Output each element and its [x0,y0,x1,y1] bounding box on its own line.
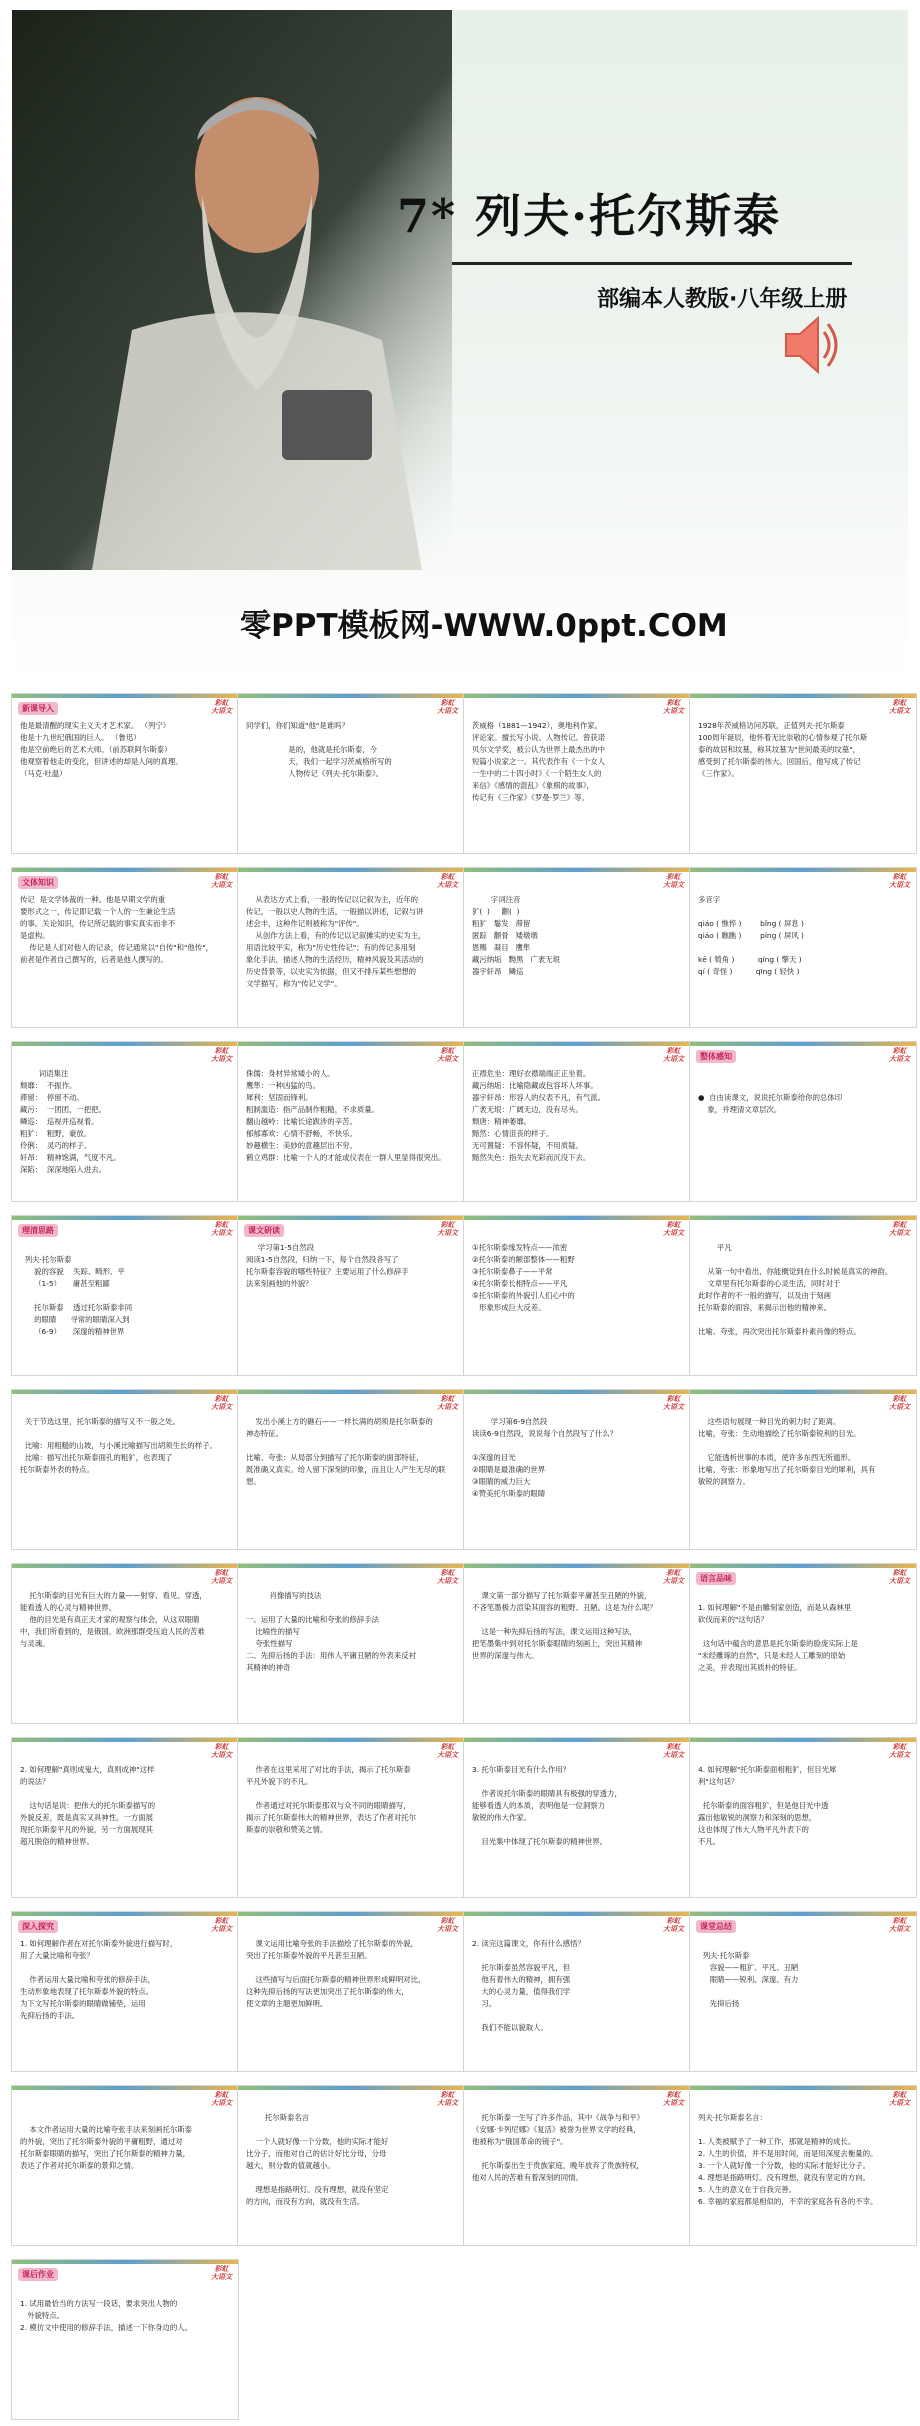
brand-logo [437,1395,458,1411]
speaker-icon[interactable] [782,310,840,380]
slide-body-text: 3. 托尔斯泰目光有什么作用？ 作者说托尔斯泰的眼睛具有极强的穿透力， 能够看透人的本质，表明他是一位洞察力 敏锐的伟大作家。 目光集中体现了托尔斯泰的精神世界。 [472,1765,622,1846]
brand-logo [663,1743,684,1759]
slide-body-text: 列夫·托尔斯泰 貌的容貌 失踪、畸形、平 （1-5） 庸甚至粗鄙 托尔斯泰 透过托尔斯泰非同 的眼睛 寻常的眼睛深入到 （6-9） 深邃的精神世界 [24,1255,133,1336]
slide-thumbnail[interactable] [12,1564,238,1723]
slide-body-text: 学习第1-5自然段 阅读1-5自然段，归纳一下，每个自然段各写了 托尔斯泰容貌的哪些特征？主要运用了什么修辞手 法来刻画他的外貌？ [246,1243,409,1288]
brand-logo-line1: 彩虹 [214,699,229,707]
brand-logo-line2: 大语文 [889,1055,910,1063]
slide-body-text: 1. 试用最恰当的方法写一段话，要求突出人物的 外貌特点。 2. 模仿文中使用的修辞手法，描述一下你身边的人。 [20,2299,192,2332]
brand-logo [211,1743,232,1759]
slide-thumbnail[interactable] [464,1042,690,1201]
brand-logo-line2: 大语文 [889,881,910,889]
slide-body-text: 多音字 qiáo ( 憔悴 ) bǐng ( 屏息 ) qiáo ( 瞧瞧 ) píng ( 屏风 ) kē ( 犄角 ) qíng ( 擎天 ) qí ( 奇怪 ) qīng ( 轻快 ) [698,895,804,976]
brand-logo-line1: 彩虹 [892,1047,907,1055]
brand-logo [889,699,910,715]
brand-logo-line2: 大语文 [889,2099,910,2107]
brand-logo [211,2265,232,2281]
tolstoy-portrait [12,10,452,570]
slide-thumbnail[interactable] [12,868,238,1027]
brand-logo [437,1917,458,1933]
brand-logo [663,1917,684,1933]
brand-logo-line2: 大语文 [889,1403,910,1411]
brand-logo-line1: 彩虹 [214,1221,229,1229]
brand-logo-line1: 彩虹 [666,873,681,881]
slide-body-text: 这些语句展现一种目光的刺力时了距离。 比喻，夸张：生动地描绘了托尔斯泰锐利的目光。 它能透析世事的本质，使许多东西无所遁形。 比喻，夸张：形象地写出了托尔斯泰目光的犀利，具有 敏锐的洞察力。 [698,1417,876,1486]
brand-logo-line2: 大语文 [663,1925,684,1933]
brand-logo-line2: 大语文 [437,881,458,889]
slide-thumbnail[interactable] [12,1912,238,2071]
brand-logo [437,699,458,715]
brand-logo-line2: 大语文 [663,1229,684,1237]
slide-body-text: 托尔斯泰的目光有巨大的力量——射穿、看见、穿透， 能看透人的心灵与精神世界。 他的目光是有真正天才家的观察与体会，从这双眼睛 中，我们所看到的，是俄国、欧洲那群受压迫人民的苦难 与灵魂。 [20,1591,207,1648]
title-divider [452,262,852,265]
slide-body-text: 肖像描写的技法 一、运用了大量的比喻和夸张的修辞手法 比喻性的描写 夸张性描写 二、先抑后扬的手法：用伟人平庸丑陋的外表来反衬 其精神的神奇 [246,1591,416,1672]
brand-logo-line1: 彩虹 [440,1917,455,1925]
brand-logo-line2: 大语文 [663,707,684,715]
slide-thumbnail[interactable] [238,1042,464,1201]
slide-body-text: 传记 是文学体裁的一种。他是早期文学的重 要形式之一，传记即记载一个人的一生兼论生活 的事。关论知识，传记所记载的事实真实而非不 是虚构。 传记是人们对他人的记录，传记通常以"自传"和"他传"， 前者是作者自己撰写的，后者是他人撰写的。 [20,895,213,964]
slide-thumbnail[interactable] [238,694,464,853]
slide-body-text: 侏儒：身材异常矮小的人。 鹰隼：一种凶猛的鸟。 犀利：坚固而锋利。 粗制滥造：指产品制作粗糙，不求质量。 翻山越岭：比喻长途跋涉的辛苦。 郁郁寡欢：心情不舒畅，不快乐。 妙趣横生：美妙的意趣层出不穷。 鹤立鸡群：比喻一个人的才能或仪表在一群人里显得很突出。 [246,1069,446,1162]
brand-logo-line1: 彩虹 [214,1917,229,1925]
brand-logo [437,1047,458,1063]
slide-body-text: 本文作者运用大量的比喻夸张手法来刻画托尔斯泰 的外貌，突出了托尔斯泰外貌的平庸粗野，通过对 托尔斯泰眼睛的描写，突出了托尔斯泰的精神力量， 表达了作者对托尔斯泰的景仰之情。 [20,2125,193,2170]
brand-logo-line1: 彩虹 [214,873,229,881]
brand-logo-line2: 大语文 [211,1403,232,1411]
brand-logo-line2: 大语文 [211,2099,232,2107]
slide-body-text: 学习第6-9自然段 读读6-9自然段，说说每个自然段写了什么？ ①深邃的目光 ②眼睛是最准确的世界 ③眼睛的威力巨大 ④赞美托尔斯泰的眼睛 [472,1417,618,1498]
brand-logo-line2: 大语文 [211,1229,232,1237]
lesson-title: 7* 列夫·托尔斯泰 [397,189,782,243]
brand-logo-line1: 彩虹 [214,1047,229,1055]
brand-logo-line1: 彩虹 [892,873,907,881]
brand-logo-line2: 大语文 [437,1229,458,1237]
brand-logo [211,1395,232,1411]
brand-logo [437,1569,458,1585]
slide-thumbnail[interactable] [238,1738,464,1897]
brand-logo-line1: 彩虹 [892,2091,907,2099]
brand-logo-line1: 彩虹 [892,1395,907,1403]
slide-section-label: 课文研读 [244,1224,284,1237]
slide-body-text: 托尔斯泰一生写了许多作品，其中《战争与和平》 《安娜·卡列尼娜》《复活》被誉为世界文学的经典， 他被称为"俄国革命的镜子"。 托尔斯泰出生于贵族家庭，晚年放弃了贵族特权， 他对人民的苦难有着深刻的同情。 [472,2113,645,2182]
slide-section-label: 新课导入 [18,702,58,715]
brand-logo-line2: 大语文 [211,1925,232,1933]
brand-logo-line1: 彩虹 [440,699,455,707]
brand-logo [437,2091,458,2107]
slide-body-text: 词语集注 颓靡： 不振作。 滞留： 停留不动。 藏污： 一团团，一把把。 鳞巡： 巡视并巡视着。 粗犷： 粗野，豪放。 伶俐： 灵巧的样子。 轩昂： 精神饱满，气度不凡。 深陷： 深深地陷入进去。 [20,1069,121,1174]
brand-logo-line2: 大语文 [211,707,232,715]
brand-logo-line2: 大语文 [211,881,232,889]
slide-thumbnail[interactable] [238,2086,464,2245]
slide-thumbnail[interactable] [464,1912,690,2071]
slide-body-text: 1928年茨威格访问苏联，正值列夫·托尔斯泰 100周年诞辰，他怀着无比崇敬的心情参观了托尔斯 泰的故居和坟墓，称其坟墓为"世间最美的坟墓"， 感受到了托尔斯泰的伟大。回国后，他写成了传记 《三作家》。 [698,721,868,778]
brand-logo-line1: 彩虹 [892,1743,907,1751]
slide-thumbnail[interactable] [12,694,238,853]
slide-thumbnail[interactable] [238,868,464,1027]
brand-logo-line1: 彩虹 [666,1047,681,1055]
brand-logo [211,1221,232,1237]
slide-thumbnail[interactable] [464,1564,690,1723]
brand-logo [663,1221,684,1237]
slide-body-text: 正襟危坐：理好衣襟端端正正坐着。 藏污纳垢：比喻隐藏或包容坏人坏事。 器宇轩昂：形容人的仪表不凡，有气派。 广袤无垠：广阔无边，没有尽头。 颓唐：精神萎靡。 黯然：心情沮丧的样子。 无可置疑：不容怀疑，不用质疑。 黯然失色：指失去光彩而沉没下去。 [472,1069,606,1162]
brand-logo-line2: 大语文 [663,1055,684,1063]
slide-thumbnail[interactable] [690,1042,916,1201]
brand-logo [663,1047,684,1063]
brand-logo [437,873,458,889]
brand-logo [663,873,684,889]
brand-logo-line2: 大语文 [437,707,458,715]
brand-logo-line2: 大语文 [437,2099,458,2107]
slide-thumbnail[interactable] [690,2086,916,2245]
brand-logo-line1: 彩虹 [666,1743,681,1751]
brand-logo-line1: 彩虹 [214,2091,229,2099]
brand-logo-line1: 彩虹 [214,2265,229,2273]
brand-logo-line1: 彩虹 [440,1395,455,1403]
slide-thumbnail[interactable] [464,1738,690,1897]
slide-body-text: ①托尔斯泰缘发特点——浓密 ②托尔斯泰的额部整体——粗野 ③托尔斯泰鼻子——平常 ④托尔斯泰长相特点——平凡 ⑤托尔斯泰的外貌引人们心中的 形象形成巨大反差。 [472,1243,575,1312]
brand-logo-line1: 彩虹 [892,1569,907,1577]
brand-logo [211,699,232,715]
slide-body-text: 列夫·托尔斯泰 容貌——粗犷、平凡、丑陋 眼睛——锐利、深邃、有力 先抑后扬 [702,1951,799,2008]
brand-logo-line2: 大语文 [211,2273,232,2281]
slide-body-text: 字词注音 犷( ) 颧( ) 粗犷 鬈发 滞留 匿踪 颧骨 矮墩墩 恩赐 凝目 鹰隼 藏污纳垢 黝黑 广袤无垠 器宇轩昂 鳞巡 [472,895,561,976]
slide-section-label: 理清思路 [18,1224,58,1237]
slide-thumbnail[interactable] [690,694,916,853]
slide-body-text: 作者在这里采用了对比的手法，揭示了托尔斯泰 平凡外貌下的不凡。 作者通过对托尔斯泰那双与众不同的眼睛描写， 揭示了托尔斯泰伟大的精神世界，表达了作者对托尔 斯泰的崇敬和赞美之情。 [246,1765,416,1834]
slide-body-text: 同学们，你们知道"他"是谁吗？ 是的，他就是托尔斯泰，今 天，我们一起学习茨威格所写的 人物传记《列夫·托尔斯泰》。 [246,721,392,778]
brand-logo [211,1569,232,1585]
slide-body-text: 课文运用比喻夸张的手法描绘了托尔斯泰的外貌， 突出了托尔斯泰外貌的平凡甚至丑陋。 这些描写与后面托尔斯泰的精神世界形成鲜明对比， 这种先抑后扬的写法更加突出了托尔斯泰的伟大， 使文章的主题更加鲜明。 [246,1939,426,2008]
brand-logo-line2: 大语文 [889,707,910,715]
slide-body-text: 他是最清醒的现实主义天才艺术家。 （列宁） 他是十九世纪俄国的巨人。 （鲁迅） 他是空前绝后的艺术大师。（前苏联阿尔斯泰） 他观察着他走的变化，但讲述的却是人间的真理。 （马克·吐温） [20,721,183,778]
brand-logo [211,1917,232,1933]
slide-thumbnail[interactable] [690,868,916,1027]
slide-body-text: 2. 读完这篇课文，你有什么感悟？ 托尔斯泰虽然容貌平凡，但 他有着伟大的精神，拥有强 大的心灵力量，值得我们学 习。 我们不能以貌取人。 [472,1939,585,2032]
brand-logo-line2: 大语文 [437,1055,458,1063]
brand-logo-line1: 彩虹 [666,1221,681,1229]
slide-thumbnail[interactable] [238,1390,464,1549]
slide-thumbnail[interactable] [238,1912,464,2071]
brand-logo-line2: 大语文 [437,1925,458,1933]
slide-thumbnail[interactable] [464,1216,690,1375]
slide-thumbnail[interactable] [690,1738,916,1897]
brand-logo-line1: 彩虹 [214,1395,229,1403]
brand-logo [889,1569,910,1585]
brand-logo-line2: 大语文 [663,1403,684,1411]
slide-thumbnail[interactable] [238,1564,464,1723]
brand-logo [437,1221,458,1237]
brand-logo [889,2091,910,2107]
slide-thumbnail[interactable] [464,2086,690,2245]
brand-logo-line2: 大语文 [663,2099,684,2107]
slide-thumbnail[interactable] [12,2260,238,2419]
slide-body-text: 从表达方式上看，一般的传记以记叙为主，近年的 传记，一般以史人物的生活，一般描以讲述，记叙与讲 述会丰，这种作记则被称为"评传"。 从创作方法上看，有的传记以记叙摊实的史实为主， 用语比较平实，称为"历史性传记"；有的传记多用刻 象化手法，描述人物的生活经历，精神风貌及其活动的 历史背景等，以史实为依据，但又不排斥某些想想的 文学描写，称为"传记文学"。 [246,895,426,988]
brand-logo [663,2091,684,2107]
brand-logo-line2: 大语文 [211,1751,232,1759]
slide-body-text: 4. 如何理解"托尔斯泰面相粗犷，但目光犀 利"这句话？ 托尔斯泰的面容粗犷，但是他目光中透 露出他敏锐的洞察力和深刻的思想， 这也体现了伟大人物平凡外表下的 不凡。 [698,1765,837,1846]
title-slide [12,10,908,680]
brand-logo-line2: 大语文 [437,1577,458,1585]
slide-thumbnail[interactable] [12,1738,238,1897]
brand-logo-line1: 彩虹 [666,1395,681,1403]
brand-logo [437,1743,458,1759]
slide-body-text: 1. 如何理解作者在对托尔斯泰外貌进行描写时， 用了大量比喻和夸张？ 作者运用大量比喻和夸张的修辞手法， 生动形象地表现了托尔斯泰外貌的特点。 为下文写托尔斯泰的眼睛做铺垫，运用 先抑后扬的手法。 [20,1939,178,2020]
brand-logo-line1: 彩虹 [440,1221,455,1229]
slide-thumbnail[interactable] [464,694,690,853]
brand-logo-line2: 大语文 [663,1577,684,1585]
brand-logo [889,1221,910,1237]
brand-logo [889,1047,910,1063]
slide-body-text: 2. 如何理解"真则成鬼大，真则成神"这样 的说法？ 这句话是说：把伟大的托尔斯泰描写的 外貌反差，既是真实又具神性。一方面展 现托尔斯泰平凡的外貌，另一方面展现其 超凡脱俗的精神世界。 [20,1765,156,1846]
slide-thumbnail[interactable] [12,1390,238,1549]
brand-logo [889,1917,910,1933]
brand-logo-line1: 彩虹 [440,873,455,881]
slide-thumbnail[interactable] [12,1042,238,1201]
brand-logo [889,1743,910,1759]
slide-thumbnail[interactable] [690,1216,916,1375]
brand-logo-line2: 大语文 [211,1055,232,1063]
slide-thumbnail[interactable] [238,1216,464,1375]
slide-body-text: 发出小溪上方的礁石——一样长满的胡须是托尔斯泰的 神态特征。 比喻、夸张：从局部分到描写了托尔斯泰的面部特征， 既准确又真实。给人留下深刻的印象，而且让人产生无尽的联想。 [246,1417,446,1486]
slide-body-text: ● 自由读课文，说说托尔斯泰给你的总体印 象，并理清文章层次。 [698,1093,843,1114]
slide-thumbnail[interactable] [464,868,690,1027]
site-watermark: 零PPT模板网-WWW.0ppt.COM [240,608,728,644]
slide-section-label: 整体感知 [696,1050,736,1063]
brand-logo-line1: 彩虹 [666,699,681,707]
brand-logo-line2: 大语文 [437,1403,458,1411]
brand-logo-line1: 彩虹 [440,1569,455,1577]
brand-logo-line1: 彩虹 [214,1569,229,1577]
slide-thumbnail[interactable] [690,1564,916,1723]
brand-logo [211,2091,232,2107]
slide-body-text: 课文第一部分描写了托尔斯泰平庸甚至丑陋的外貌， 不吝笔墨极力渲染其面容的粗野、丑陋。这是为什么呢？ 这是一种先抑后扬的写法，课文运用这种写法， 把笔墨集中到对托尔斯泰眼睛的刻画上，突出其精神 世界的深邃与伟大。 [472,1591,657,1660]
brand-logo [889,1395,910,1411]
edition-subtitle: 部编本人教版·八年级上册 [597,287,848,312]
brand-logo-line1: 彩虹 [214,1743,229,1751]
slide-section-label: 深入探究 [18,1920,58,1933]
slide-section-label: 课后作业 [18,2268,58,2281]
slide-body-text: 1. 如何理解"不是由雕刻家创造，而是从森林里 砍伐而来的"这句话？ 这句话中蕴含的意思是托尔斯泰的脸庞实际上是 "未经雕琢的自然"，只是未经人工雕刻的原始 之美，并表现出其质朴的特征。 [698,1603,858,1672]
slide-thumbnail[interactable] [690,1390,916,1549]
brand-logo-line2: 大语文 [437,1751,458,1759]
brand-logo [211,873,232,889]
brand-logo-line2: 大语文 [663,881,684,889]
slide-thumbnail[interactable] [690,1912,916,2071]
brand-logo-line1: 彩虹 [892,699,907,707]
brand-logo-line1: 彩虹 [666,1569,681,1577]
slide-body-text: 列夫·托尔斯泰名言： 1. 人类被赋予了一种工作，那就是精神的成长。 2. 人生的价值，并不是用时间，而是用深度去衡量的。 3. 一个人就好像一个分数，他的实际才能好比分子。 4. 理想是指路明灯。没有理想，就没有坚定的方向。 5. 人生的意义在于自我完善。 6. 幸福的家庭都是相似的，不幸的家庭各有各的不幸。 [698,2113,878,2206]
brand-logo-line2: 大语文 [889,1229,910,1237]
brand-logo-line1: 彩虹 [440,1047,455,1055]
slide-thumbnail[interactable] [12,1216,238,1375]
slide-body-text: 茨威格（1881—1942），奥地利作家。 评论家。擅长写小说、人物传记。曾获诺 贝尔文学奖，被公认为世界上最杰出的中 短篇小说家之一。其代表作有《一个女人 一生中的二十四小时》《一个陌生女人的 来信》《感情的混乱》《象棋的故事》， 传记有《三作家》《罗曼·罗兰》等。 [472,721,606,802]
brand-logo [663,1569,684,1585]
brand-logo-line2: 大语文 [663,1751,684,1759]
brand-logo-line1: 彩虹 [440,2091,455,2099]
brand-logo-line2: 大语文 [889,1925,910,1933]
slide-thumbnail[interactable] [12,2086,238,2245]
brand-logo-line1: 彩虹 [892,1221,907,1229]
brand-logo-line1: 彩虹 [892,1917,907,1925]
slide-section-label: 文体知识 [18,876,58,889]
brand-logo [889,873,910,889]
slide-body-text: 平凡 从第一句中看出，你能概觉到在什么时候是真实的神韵。 文章里有托尔斯泰的心灵生活，同时对于 此时作者的不一般的描写，以及由于刻画 托尔斯泰的面容，来揭示出他的精神来。 比喻、夸张，再次突出托尔斯泰朴素肖像的特点。 [698,1243,893,1336]
brand-logo-line2: 大语文 [211,1577,232,1585]
slide-section-label: 课堂总结 [696,1920,736,1933]
slide-section-label: 语言品味 [696,1572,736,1585]
brand-logo [663,1395,684,1411]
brand-logo-line2: 大语文 [889,1751,910,1759]
brand-logo-line1: 彩虹 [440,1743,455,1751]
slide-thumbnail[interactable] [464,1390,690,1549]
brand-logo-line2: 大语文 [889,1577,910,1585]
brand-logo-line1: 彩虹 [666,1917,681,1925]
slide-body-text: 关于节选这里，托尔斯泰的描写又不一般之处。 比喻：用粗糙的山坡，与小溪比喻描写出胡须生长的样子。 比喻：描写出托尔斯泰面孔的粗犷，也表现了 托尔斯泰外表的特点。 [20,1417,217,1474]
brand-logo [663,699,684,715]
brand-logo-line1: 彩虹 [666,2091,681,2099]
brand-logo [211,1047,232,1063]
slide-body-text: 托尔斯泰名言 一个人就好像一个分数，他的实际才能好 比分子，而他对自己的估计好比分母，分母 越大，则分数的值就越小。 理想是指路明灯。没有理想，就没有坚定 的方向，而没有方向，就没有生活。 [246,2113,389,2206]
